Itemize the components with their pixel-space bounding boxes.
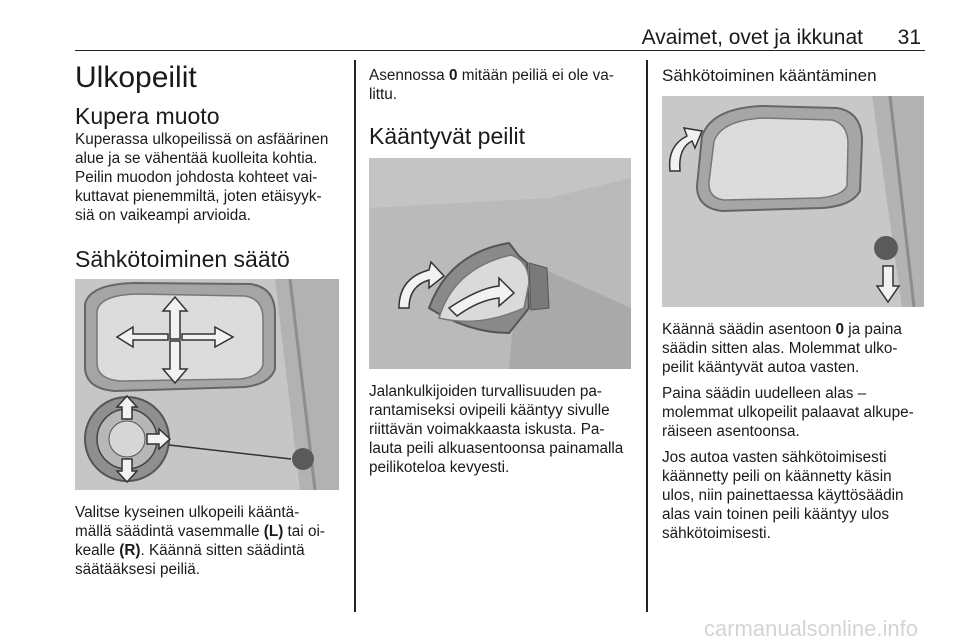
section-title: Ulkopeilit: [75, 61, 197, 94]
paragraph: Jalankulkijoiden turvallisuuden pa- rantamiseksi ovipeili kääntyy sivulle riittävän voimakkaasta iskusta. Pa- lauta peili alkuasentoonsa painamalla peilikoteloa kevyesti.: [369, 383, 624, 476]
header-title: Avaimet, ovet ja ikkunat: [641, 26, 863, 49]
subsection-title: Kääntyvät peilit: [369, 123, 525, 149]
paragraph: Käännä säädin asentoon 0 ja paina säädin sitten alas. Molemmat ulko- peilit kääntyvät autoa vasten.: [662, 321, 902, 376]
paragraph: Valitse kyseinen ulkopeili kääntä- mällä säädintä vasemmalle (L) tai oi- kealle (R). Käännä sitten säädintä säätääksesi peiliä.: [75, 504, 325, 578]
paragraph: Kuperassa ulkopeilissä on asfäärinen alue ja se vähentää kuolleita kohtia. Peilin muodon johdosta kohteet vai- kuttavat pienemmiltä, joten etäisyyk- siä on vaikeampi arvioida.: [75, 131, 329, 224]
subsection-title: Sähkötoiminen kääntäminen: [662, 66, 877, 85]
paragraph: Paina säädin uudelleen alas – molemmat ulkopeilit palaavat alkupe- räiseen asentoonsa.: [662, 385, 914, 440]
electric-folding-figure: [662, 96, 924, 307]
paragraph: Asennossa 0 mitään peiliä ei ole va- littu.: [369, 67, 614, 103]
mirror-adjust-figure: [75, 279, 339, 490]
page-header: [75, 0, 925, 51]
column-2-lower: [369, 382, 633, 477]
column-divider: [354, 60, 356, 612]
subsection-title: Sähkötoiminen säätö: [75, 246, 290, 272]
column-1: [75, 60, 345, 273]
watermark: carmanualsonline.info: [703, 616, 918, 641]
subsection-title: Kupera muoto: [75, 103, 220, 129]
folding-mirror-figure: [369, 158, 631, 369]
paragraph: Jos autoa vasten sähkötoimisesti käännetty peili on käännetty käsin ulos, niin painettaessa käyttösäädin alas vain toinen peili kääntyy ulos sähkötoimisesti.: [662, 449, 904, 542]
column-divider: [646, 60, 648, 612]
column-3: [662, 60, 930, 87]
column-2: [369, 60, 633, 150]
column-1-lower: [75, 503, 345, 579]
column-3-lower: [662, 320, 930, 543]
page-number: 31: [897, 26, 921, 49]
